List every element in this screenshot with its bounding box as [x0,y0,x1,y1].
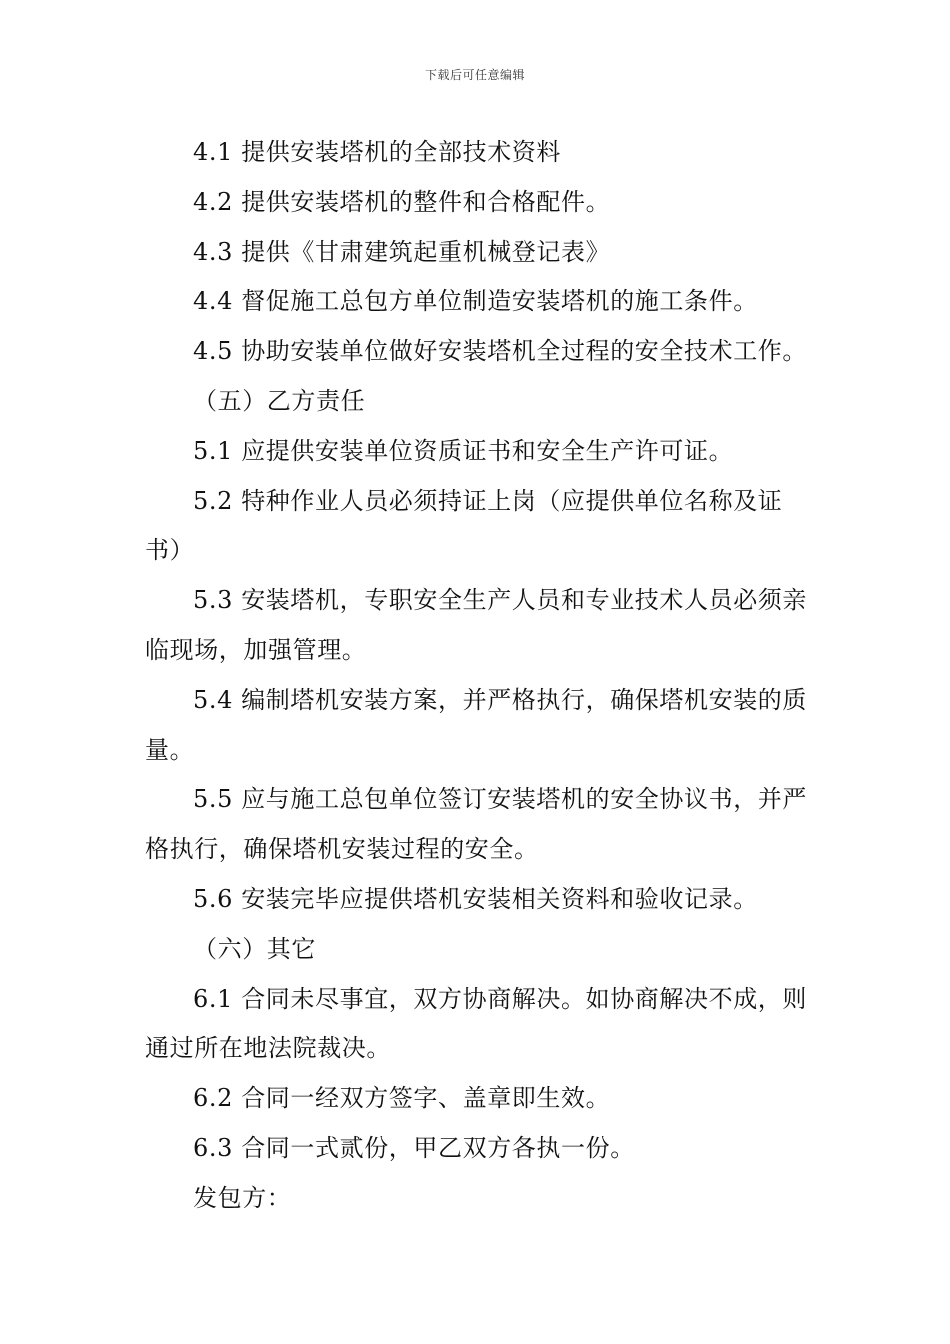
paragraph-5-5: 5.5 应与施工总包单位签订安装塔机的安全协议书，并严格执行，确保塔机安装过程的安全。 [145,785,807,864]
paragraph-4-1: 4.1 提供安装塔机的全部技术资料 [193,138,561,166]
paragraph-6-1: 6.1 合同未尽事宜，双方协商解决。如协商解决不成，则通过所在地法院裁决。 [145,984,807,1063]
paragraph-6-2: 6.2 合同一经双方签字、盖章即生效。 [193,1084,611,1113]
paragraph-4-3: 4.3 提供《甘肃建筑起重机械登记表》 [193,237,611,266]
section-heading-6: （六）其它 [193,934,316,963]
header-note: 下载后可任意编辑 [424,68,525,82]
contracting-party-label: 发包方： [193,1183,292,1212]
paragraph-5-4: 5.4 编制塔机安装方案，并严格执行，确保塔机安装的质量。 [145,685,807,764]
paragraph-4-5: 4.5 协助安装单位做好安装塔机全过程的安全技术工作。 [193,337,807,366]
paragraph-5-6: 5.6 安装完毕应提供塔机安装相关资料和验收记录。 [193,884,758,913]
paragraph-5-1: 5.1 应提供安装单位资质证书和安全生产许可证。 [193,436,734,465]
document-body [145,128,810,1224]
paragraph-5-2: 5.2 特种作业人员必须持证上岗（应提供单位名称及证书） [145,486,783,565]
paragraph-4-4: 4.4 督促施工总包方单位制造安装塔机的施工条件。 [193,287,758,316]
paragraph-5-3: 5.3 安装塔机，专职安全生产人员和专业技术人员必须亲临现场，加强管理。 [145,586,807,664]
paragraph-4-2: 4.2 提供安装塔机的整件和合格配件。 [193,187,611,216]
section-heading-5: （五）乙方责任 [193,386,366,415]
paragraph-6-3: 6.3 合同一式贰份，甲乙双方各执一份。 [193,1133,635,1162]
